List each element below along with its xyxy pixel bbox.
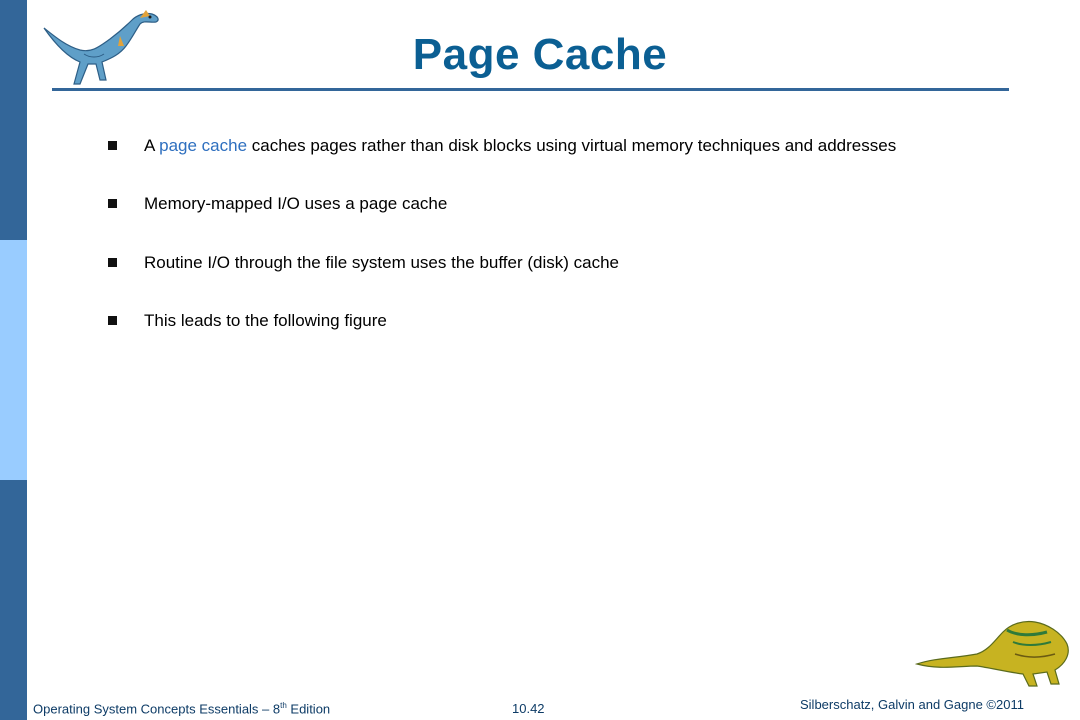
sidebar-segment-bottom [0, 480, 27, 720]
sidebar-segment-middle [0, 240, 27, 480]
bullet-text: A page cache caches pages rather than disk blocks using virtual memory techniques and addresses [144, 136, 897, 155]
footer-copyright: Silberschatz, Galvin and Gagne ©2011 [800, 697, 1024, 712]
bullet-text: Routine I/O through the file system uses the buffer (disk) cache [144, 253, 619, 272]
page-title: Page Cache [412, 30, 668, 79]
highlight-term: page cache [159, 136, 248, 155]
square-bullet-icon [108, 316, 117, 325]
sidebar-stripe [0, 0, 27, 720]
title-divider [52, 88, 1009, 91]
square-bullet-icon [108, 199, 117, 208]
footer-book-title: Operating System Concepts Essentials – 8th Edition [33, 701, 331, 717]
bullet-text: This leads to the following figure [144, 311, 387, 330]
square-bullet-icon [108, 141, 117, 150]
dinosaur-logo-icon [915, 612, 1075, 690]
square-bullet-icon [108, 258, 117, 267]
bullet-text: Memory-mapped I/O uses a page cache [144, 194, 448, 213]
footer-page-number: 10.42 [512, 701, 545, 716]
